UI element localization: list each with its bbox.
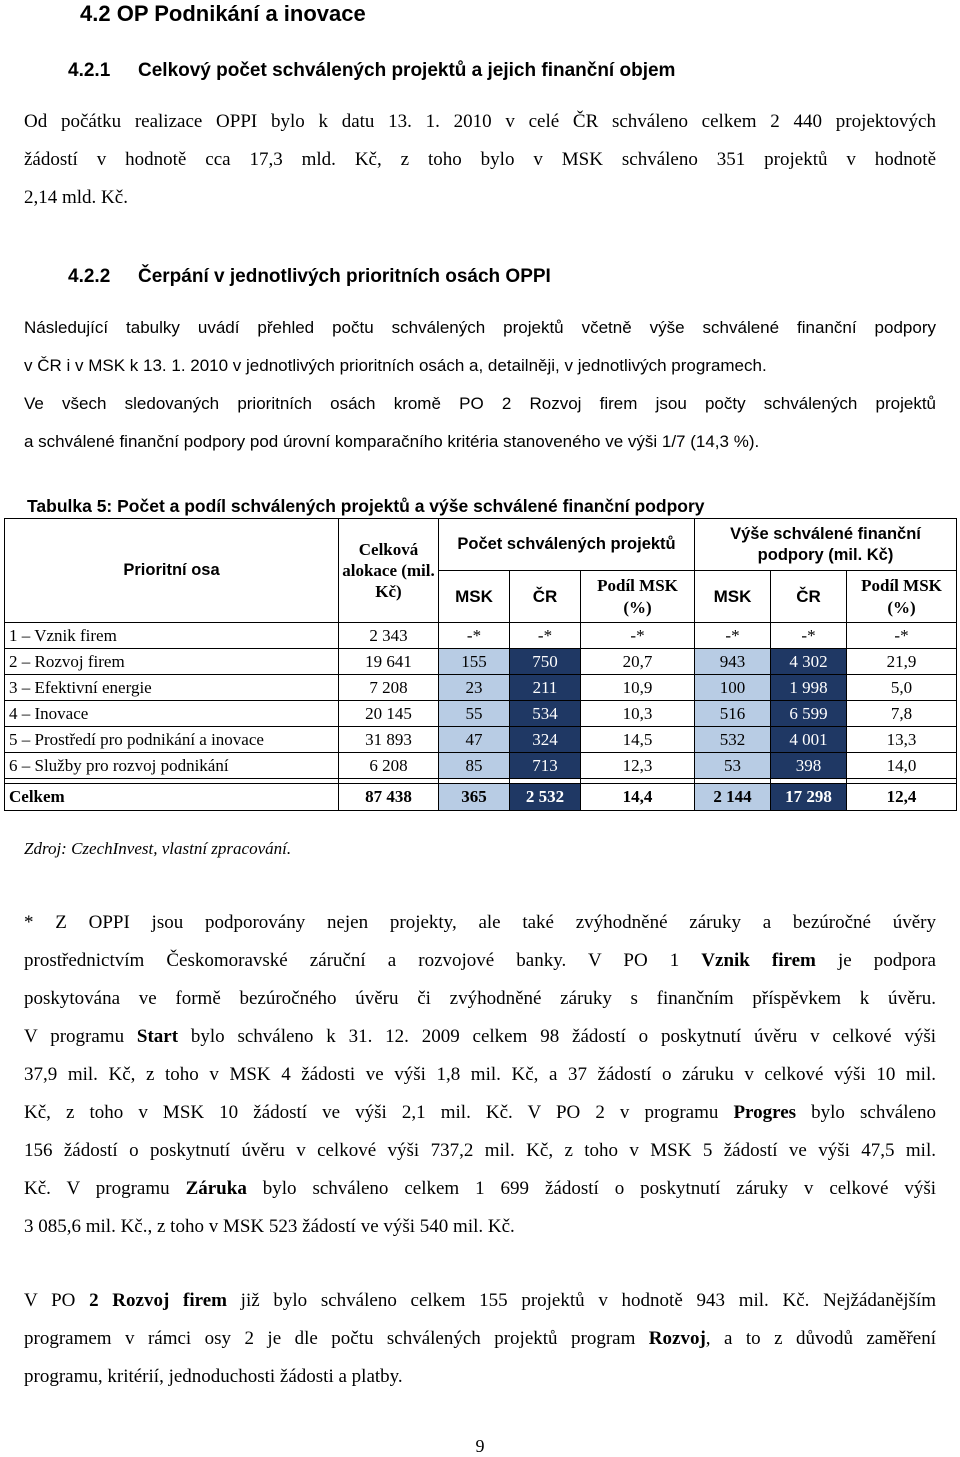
note-line: 37,9 mil. Kč, z toho v MSK 4 žádosti ve výši 1,8 mil. Kč, a 37 žádostí o záruku v celkové výši 10 mil. <box>24 1064 936 1085</box>
total-axis: Celkem <box>5 784 339 811</box>
row-support-msk: -* <box>695 623 771 649</box>
paragraph-line: žádostí v hodnotě cca 17,3 mld. Kč, z toho bylo v MSK schváleno 351 projektů v hodnotě <box>24 149 936 170</box>
row-support-cr: 4 001 <box>771 727 847 753</box>
row-axis: 1 – Vznik firem <box>5 623 339 649</box>
note-line: prostřednictvím Českomoravské záruční a rozvojové banky. V PO 1 Vznik firem je podpora <box>24 950 936 971</box>
header-axis: Prioritní osa <box>5 519 339 623</box>
total-support-cr: 17 298 <box>771 784 847 811</box>
table-row <box>5 701 957 727</box>
row-allocation: 20 145 <box>339 701 439 727</box>
row-support-share: 13,3 <box>847 727 957 753</box>
table-row <box>5 727 957 753</box>
table-row <box>5 753 957 779</box>
table-source: Zdroj: CzechInvest, vlastní zpracování. <box>24 839 292 858</box>
table-row <box>5 623 957 649</box>
header-support-msk: MSK <box>695 571 771 623</box>
row-support-cr: 1 998 <box>771 675 847 701</box>
total-allocation: 87 438 <box>339 784 439 811</box>
table-total-row <box>5 784 957 811</box>
note-line: V programu Start bylo schváleno k 31. 12. 2009 celkem 98 žádostí o poskytnutí úvěru v celkové výši <box>24 1026 936 1047</box>
total-support-share: 12,4 <box>847 784 957 811</box>
row-projects-msk: 55 <box>439 701 510 727</box>
row-axis: 5 – Prostředí pro podnikání a inovace <box>5 727 339 753</box>
row-support-share: -* <box>847 623 957 649</box>
paragraph-line: programem v rámci osy 2 je dle počtu schválených projektů program Rozvoj, a to z důvodů zaměření <box>24 1328 936 1349</box>
row-support-msk: 53 <box>695 753 771 779</box>
paragraph-line: Následující tabulky uvádí přehled počtu schválených projektů včetně výše schválené finanční podpory <box>24 318 936 337</box>
row-projects-share: 12,3 <box>581 753 695 779</box>
row-projects-share: 10,3 <box>581 701 695 727</box>
row-support-msk: 943 <box>695 649 771 675</box>
header-support-group: Výše schválené finanční podpory (mil. Kč) <box>695 519 957 571</box>
row-support-share: 5,0 <box>847 675 957 701</box>
note-line: * Z OPPI jsou podporovány nejen projekty, ale také zvýhodněné záruky a bezúročné úvěry <box>24 912 936 933</box>
total-projects-share: 14,4 <box>581 784 695 811</box>
total-projects-cr: 2 532 <box>510 784 581 811</box>
paragraph-line: Ve všech sledovaných prioritních osách kromě PO 2 Rozvoj firem jsou počty schválených projektů <box>24 394 936 413</box>
note-line: 3 085,6 mil. Kč., z toho v MSK 523 žádostí ve výši 540 mil. Kč. <box>24 1216 515 1237</box>
row-support-cr: 6 599 <box>771 701 847 727</box>
row-support-msk: 516 <box>695 701 771 727</box>
row-projects-msk: 85 <box>439 753 510 779</box>
row-support-share: 21,9 <box>847 649 957 675</box>
row-support-cr: 398 <box>771 753 847 779</box>
page-number: 9 <box>475 1436 485 1456</box>
row-support-cr: 4 302 <box>771 649 847 675</box>
row-projects-cr: 534 <box>510 701 581 727</box>
total-projects-msk: 365 <box>439 784 510 811</box>
row-axis: 2 – Rozvoj firem <box>5 649 339 675</box>
row-projects-cr: 750 <box>510 649 581 675</box>
paragraph-line: V PO 2 Rozvoj firem již bylo schváleno celkem 155 projektů v hodnotě 943 mil. Kč. Nejžádanějším <box>24 1290 936 1311</box>
row-allocation: 31 893 <box>339 727 439 753</box>
note-line: Kč. V programu Záruka bylo schváleno celkem 1 699 žádostí o poskytnutí záruky v celkové výši <box>24 1178 936 1199</box>
section-heading: 4.2 OP Podnikání a inovace <box>80 1 366 26</box>
header-projects-cr: ČR <box>510 571 581 623</box>
row-projects-msk: 23 <box>439 675 510 701</box>
subsection-heading-4-2-2: 4.2.2 Čerpání v jednotlivých prioritních osách OPPI <box>68 266 551 287</box>
paragraph-line: a schválené finanční podpory pod úrovní komparačního kritéria stanoveného ve výši 1/7 (14,3 %). <box>24 432 760 451</box>
row-projects-msk: 155 <box>439 649 510 675</box>
total-support-msk: 2 144 <box>695 784 771 811</box>
row-projects-cr: 211 <box>510 675 581 701</box>
paragraph-line: programu, kritérií, jednoduchosti žádosti a platby. <box>24 1366 403 1387</box>
row-support-msk: 532 <box>695 727 771 753</box>
row-allocation: 2 343 <box>339 623 439 649</box>
projects-table <box>4 518 957 811</box>
row-axis: 6 – Služby pro rozvoj podnikání <box>5 753 339 779</box>
row-projects-cr: 713 <box>510 753 581 779</box>
row-axis: 3 – Efektivní energie <box>5 675 339 701</box>
paragraph-line: v ČR i v MSK k 13. 1. 2010 v jednotlivých prioritních osách a, detailněji, v jednotlivých programech. <box>24 356 767 375</box>
header-projects-msk: MSK <box>439 571 510 623</box>
note-line: Kč, z toho v MSK 10 žádostí ve výši 2,1 mil. Kč. V PO 2 v programu Progres bylo schváleno <box>24 1102 936 1123</box>
row-support-msk: 100 <box>695 675 771 701</box>
row-projects-cr: -* <box>510 623 581 649</box>
header-support-share: Podíl MSK (%) <box>847 571 957 623</box>
row-projects-share: 14,5 <box>581 727 695 753</box>
row-projects-share: 20,7 <box>581 649 695 675</box>
header-allocation: Celková alokace (mil. Kč) <box>339 519 439 623</box>
table-row <box>5 675 957 701</box>
note-line: 156 žádostí o poskytnutí úvěru v celkové výši 737,2 mil. Kč, z toho v MSK 5 žádostí ve výši 47,5 mil. <box>24 1140 936 1161</box>
table-row <box>5 649 957 675</box>
row-projects-msk: 47 <box>439 727 510 753</box>
row-projects-msk: -* <box>439 623 510 649</box>
row-axis: 4 – Inovace <box>5 701 339 727</box>
row-allocation: 7 208 <box>339 675 439 701</box>
table-caption: Tabulka 5: Počet a podíl schválených projektů a výše schválené finanční podpory <box>27 496 705 516</box>
header-support-cr: ČR <box>771 571 847 623</box>
subsection-heading-4-2-1: 4.2.1 Celkový počet schválených projektů a jejich finanční objem <box>68 60 676 81</box>
row-allocation: 19 641 <box>339 649 439 675</box>
row-support-share: 7,8 <box>847 701 957 727</box>
row-projects-share: 10,9 <box>581 675 695 701</box>
row-support-share: 14,0 <box>847 753 957 779</box>
row-support-cr: -* <box>771 623 847 649</box>
row-projects-cr: 324 <box>510 727 581 753</box>
row-projects-share: -* <box>581 623 695 649</box>
paragraph-line: Od počátku realizace OPPI bylo k datu 13. 1. 2010 v celé ČR schváleno celkem 2 440 projektových <box>24 111 936 132</box>
header-projects-share: Podíl MSK (%) <box>581 571 695 623</box>
row-allocation: 6 208 <box>339 753 439 779</box>
header-projects-group: Počet schválených projektů <box>439 519 695 571</box>
note-line: poskytována ve formě bezúročného úvěru či zvýhodněné záruky s finančním příspěvkem k úvěru. <box>24 988 936 1009</box>
paragraph-line: 2,14 mld. Kč. <box>24 187 128 208</box>
